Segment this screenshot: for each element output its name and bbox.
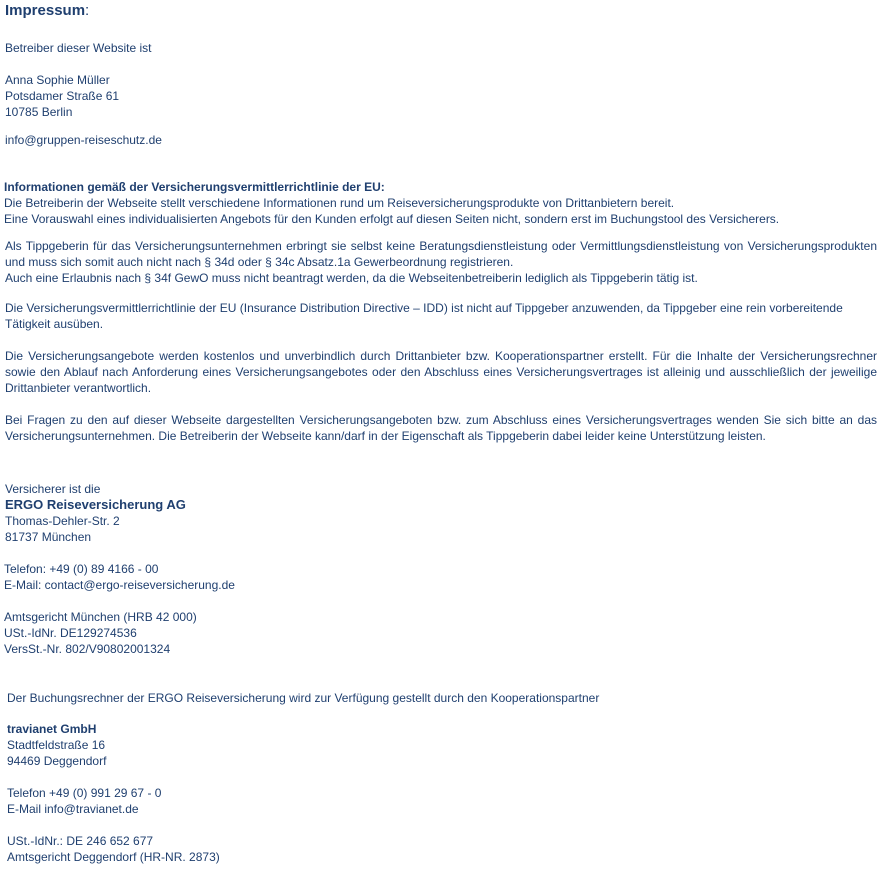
operator-email-link[interactable]: info@gruppen-reiseschutz.de bbox=[5, 133, 162, 147]
partner-name: travianet GmbH bbox=[7, 722, 97, 736]
insurer-city: 81737 München bbox=[5, 530, 92, 544]
operator-city: 10785 Berlin bbox=[5, 105, 73, 119]
insurer-court: Amtsgericht München (HRB 42 000) bbox=[4, 610, 197, 624]
idd-p1-line2: Eine Vorauswahl eines individualisierten Angebots für den Kunden erfolgt auf diesen Seiten nicht, sondern erst im Buchungstool des Versicherers. bbox=[4, 212, 780, 226]
insurer-contact bbox=[4, 561, 235, 593]
idd-p4-text: Die Versicherungsangebote werden kostenlos und unverbindlich durch Drittanbieter bzw. Kooperationspartner erstellt. Für die Inhalte der Versicherungsrechner sowie den Ablauf nach Anforderung eines Versicherungsangebotes oder den Abschluss eines Versicherungsvertrages ist alleinig und ausschließlich der jeweilige Drittanbieter verantwortlich. bbox=[5, 349, 877, 395]
partner-court: Amtsgericht Deggendorf (HR-NR. 2873) bbox=[7, 850, 220, 864]
operator-name: Anna Sophie Müller bbox=[5, 73, 110, 87]
partner-email-link[interactable]: E-Mail info@travianet.de bbox=[7, 802, 139, 816]
partner-contact bbox=[7, 785, 161, 817]
operator-address bbox=[5, 72, 119, 120]
insurer-name: ERGO Reiseversicherung AG bbox=[5, 497, 186, 512]
idd-heading: Informationen gemäß der Versicherungsvermittlerrichtlinie der EU: bbox=[4, 180, 385, 194]
insurer-vat: USt.-IdNr. DE129274536 bbox=[4, 626, 137, 640]
page-title bbox=[5, 2, 89, 20]
idd-p4 bbox=[5, 348, 877, 396]
partner-street: Stadtfeldstraße 16 bbox=[7, 738, 106, 752]
operator-street: Potsdamer Straße 61 bbox=[5, 89, 120, 103]
partner-intro-text: Der Buchungsrechner der ERGO Reiseversicherung wird zur Verfügung gestellt durch den Kooperationspartner bbox=[7, 691, 600, 705]
partner-registry bbox=[7, 833, 220, 865]
partner-intro bbox=[7, 690, 599, 706]
operator-contact bbox=[5, 132, 162, 148]
page-title-text: Impressum bbox=[5, 2, 86, 19]
idd-p5 bbox=[5, 412, 877, 444]
insurer-street: Thomas-Dehler-Str. 2 bbox=[5, 514, 120, 528]
idd-p2-text: Als Tippgeberin für das Versicherungsunternehmen erbringt sie selbst keine Beratungsdienstleistung oder Vermittlungsdienstleistung von Versicherungsprodukten und muss sich somit auch nicht nach § 34d oder § 34c Absatz.1a Gewerbeordnung registrieren. bbox=[5, 239, 877, 269]
idd-p3 bbox=[5, 300, 865, 332]
insurer-vers-nr: VersSt.-Nr. 802/V90802001324 bbox=[4, 642, 171, 656]
operator-intro bbox=[5, 40, 152, 56]
page-title-colon: : bbox=[85, 2, 90, 19]
partner-phone: Telefon +49 (0) 991 29 67 - 0 bbox=[7, 786, 162, 800]
insurer-registry bbox=[4, 609, 197, 657]
operator-intro-text: Betreiber dieser Website ist bbox=[5, 41, 152, 55]
idd-p2-line3: Auch eine Erlaubnis nach § 34f GewO muss nicht beantragt werden, da die Webseitenbetreiberin lediglich als Tippgeberin tätig ist. bbox=[5, 271, 698, 285]
partner-city: 94469 Deggendorf bbox=[7, 754, 107, 768]
insurer-address bbox=[5, 481, 186, 545]
insurer-email-link[interactable]: E-Mail: contact@ergo-reiseversicherung.de bbox=[4, 578, 235, 592]
idd-p5-text: Bei Fragen zu den auf dieser Webseite dargestellten Versicherungsangeboten bzw. zum Abschluss eines Versicherungsvertrages wenden Sie sich bitte an das Versicherungsunternehmen. Die Betreiberin der Webseite kann/darf in der Eigenschaft als Tippgeberin dabei leider keine Unterstützung leisten. bbox=[5, 413, 877, 443]
partner-vat: USt.-IdNr.: DE 246 652 677 bbox=[7, 834, 154, 848]
idd-p2 bbox=[5, 238, 877, 286]
idd-p3-text: Die Versicherungsvermittlerrichtlinie der EU (Insurance Distribution Directive – IDD) ist nicht auf Tippgeber anzuwenden, da Tippgeber eine rein vorbereitende Tätigkeit ausüben. bbox=[5, 301, 843, 331]
insurer-phone: Telefon: +49 (0) 89 4166 - 00 bbox=[4, 562, 159, 576]
partner-address bbox=[7, 721, 106, 769]
idd-section bbox=[4, 179, 779, 227]
idd-p1-line1: Die Betreiberin der Webseite stellt verschiedene Informationen rund um Reiseversicherungsprodukte von Drittanbietern bereit. bbox=[4, 196, 675, 210]
insurer-intro: Versicherer ist die bbox=[5, 482, 101, 496]
